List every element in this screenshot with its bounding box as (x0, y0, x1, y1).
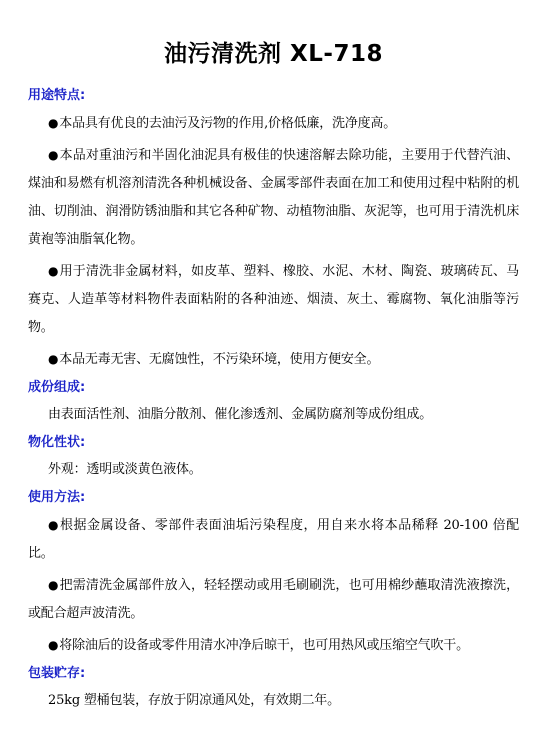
section-packaging (28, 664, 519, 715)
section-properties (28, 433, 519, 484)
usage-text: 根据金属设备、零部件表面油垢污染程度，用自来水将本品稀释 20-100 倍配比。 (28, 518, 519, 561)
bullet-icon: ● (48, 638, 59, 652)
section-composition (28, 378, 519, 429)
section-usage (28, 488, 519, 660)
section-heading-features: 用途特点: (28, 88, 86, 103)
feature-text: 本品对重油污和半固化油泥具有极佳的快速溶解去除功能，主要用于代替汽油、煤油和易燃有机溶剂清洗各种机械设备、金属零部件表面在加工和使用过程中粘附的机油、切削油、润滑防锈油脂和其它各种矿物、动植物油脂、灰泥等，也可用于清洗机床黄袍等油脂氧化物。 (28, 148, 519, 247)
bullet-icon: ● (48, 518, 59, 532)
usage-item (28, 571, 519, 628)
feature-item (28, 257, 519, 342)
bullet-icon: ● (48, 116, 59, 130)
bullet-icon: ● (48, 352, 59, 366)
feature-text: 本品无毒无害、无腐蚀性，不污染环境，使用方便安全。 (59, 352, 380, 367)
feature-item (28, 345, 519, 374)
usage-text: 将除油后的设备或零件用清水冲净后晾干，也可用热风或压缩空气吹干。 (59, 638, 469, 653)
usage-text: 把需清洗金属部件放入，轻轻摆动或用毛刷刷洗，也可用棉纱蘸取清洗液擦洗，或配合超声波清洗。 (28, 578, 519, 621)
feature-text: 用于清洗非金属材料，如皮革、塑料、橡胶、水泥、木材、陶瓷、玻璃砖瓦、马赛克、人造革等材料物件表面粘附的各种油迹、烟渍、灰土、霉腐物、氧化油脂等污物。 (28, 264, 519, 335)
usage-item (28, 631, 519, 660)
properties-text: 外观：透明或淡黄色液体。 (48, 462, 202, 477)
bullet-icon: ● (48, 148, 59, 162)
feature-text: 本品具有优良的去油污及污物的作用,价格低廉，洗净度高。 (59, 116, 397, 131)
bullet-icon: ● (48, 578, 59, 592)
section-heading-composition: 成份组成: (28, 380, 86, 395)
document-title: 油污清洗剂 XL-718 (164, 41, 383, 67)
usage-item (28, 511, 519, 568)
section-heading-properties: 物化性状: (28, 435, 86, 450)
feature-item (28, 109, 519, 138)
feature-item (28, 141, 519, 254)
packaging-text: 25kg 塑桶包装，存放于阴凉通风处，有效期二年。 (48, 693, 340, 708)
section-heading-usage: 使用方法: (28, 490, 86, 505)
bullet-icon: ● (48, 264, 59, 278)
section-features (28, 86, 519, 374)
section-heading-packaging: 包装贮存: (28, 666, 86, 681)
composition-text: 由表面活性剂、油脂分散剂、催化渗透剂、金属防腐剂等成份组成。 (48, 407, 433, 422)
